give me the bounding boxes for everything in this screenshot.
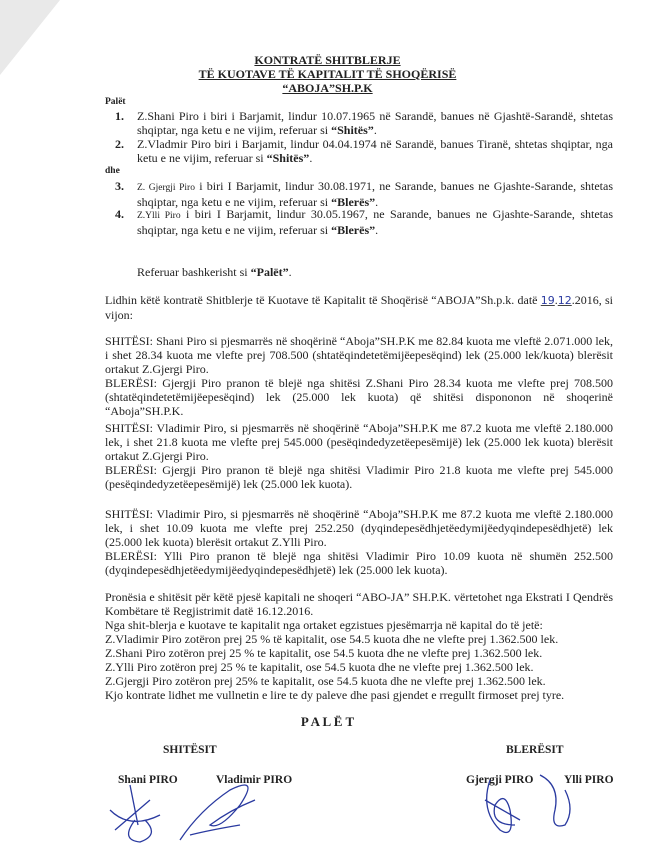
buyer-clause: BLERËSI: Ylli Piro pranon të blejë nga shitësi Vladimir Piro 10.09 kuota në shumën 252.500 (dyqindepesëdhjetëedymijëedyqindepesëdhjetë) lek (25.000 lek kuota). [105,549,613,577]
buyer-signatures [470,770,590,850]
party-role: “Shitës” [266,151,310,165]
party-name: Z.Shani Piro [137,109,199,123]
party-text: i biri I Barjamit, lindur 30.08.1971, ne Sarande, banues ne Gjashte-Sarande, shtetas shqiptar, nga ketu e ne vijim, referuar si [137,179,613,209]
buyers-label: BLERËSIT [506,744,564,756]
party-item [115,179,613,209]
party-text: i biri i Barjamit, lindur 10.07.1965 në Sarandë, banues në Gjashtë-Sarandë, shtetas shqiptar, nga ketu e ne vijim, referuar si [137,109,613,137]
party-text: i biri I Barjamit, lindur 30.05.1967, ne Sarande, banues ne Gjashte-Sarande, shtetas shqiptar, nga ketu e ne vijim, referuar si [137,207,614,237]
seller-signatures [90,770,270,850]
signature-ylli [540,775,570,826]
buyer-clause: BLERËSI: Gjergji Piro pranon të blejë nga shitësi Z.Shani Piro 28.34 kuota me vlefte prej 708.500 (shtatëqindetetëmijëepesëqind) lek (25.000 lek kuota) që shitësi dispononon në shoqerinë “Aboja”SH.P.K. [105,376,613,418]
party-item [115,109,613,137]
title-line: TË KUOTAVE TË KAPITALIT TË SHOQËRISË [198,67,457,81]
signatory-name: Shani PIRO [118,774,178,786]
title-line: “ABOJA”SH.P.K [282,81,373,95]
lidhin-text: Lidhin këtë kontratë Shitblerje të Kuotave të Kapitalit të Shoqërisë “ABOJA”Sh.p.k. datë [105,293,541,307]
closing-lines [105,618,613,702]
closing-line: Z.Shani Piro zotëron prej 25 % te kapitalit, ose 54.5 kuota dhe ne vlefte prej 1.362.500 lek. [105,646,543,660]
closing-line: Z.Gjergji Piro zotëron prej 25% te kapitalit, ose 54.5 kuota dhe ne vlefte prej 1.362.500 lek. [105,674,546,688]
party-item [115,207,613,237]
handwritten-day: 19 [540,294,555,307]
closing-line: Z.Ylli Piro zotëron prej 25 % te kapitalit, ose 54.5 kuota dhe ne vlefte prej 1.362.500 lek. [105,660,534,674]
party-name: Z.Ylli Piro [137,211,181,221]
signature-vladimir [180,785,255,840]
party-role: “Blerës” [331,195,376,209]
signatory-name: Gjergji PIRO [466,774,534,786]
closing-line: Nga shit-blerja e kuotave te kapitalit nga ortaket egzistues pjesëmarrja në kapital do të jetë: [105,618,543,632]
lidhin-text-end: .2016, si vijon: [105,293,613,322]
signatory-name: Vladimir PIRO [216,774,293,786]
referuar-text: Referuar bashkerisht si [137,265,251,279]
referuar-line [137,265,607,279]
lidhin-paragraph [105,293,613,322]
item-number: 4. [115,207,124,221]
and-label: dhe [105,166,120,176]
party-item [115,137,613,165]
signature-gjergji [485,780,520,833]
seller-clause: SHITËSI: Shani Piro si pjesmarrës në shoqërinë “Aboja”SH.P.K me 82.84 kuota me vleftë 2.071.000 lek, i shet 28.34 kuota me vlefte prej 708.500 (shtatëqindetetëmijëepesëqind) lek (25.000 lek/kuota) blerësit ortakut Z.Gjergi Piro. [105,334,613,376]
party-text: biri i Barjamit, lindur 04.04.1974 në Sarandë, banues Tiranë, shtetas shqiptar, nga ketu e ne vijim, referuar si [137,137,613,165]
party-role: “Shitës” [331,123,374,137]
seller-clause: SHITËSI: Vladimir Piro, si pjesmarrës në shoqërinë “Aboja”SH.P.K me 87.2 kuota me vleftë 2.180.000 lek, i shet 10.09 kuota me vlefte prej 252.250 (dyqindepesëdhjetëedymijëedyqindepesëdhjetë) lek (25.000 lek kuota) blerësit ortakut Z.Ylli Piro. [105,507,613,549]
title-line: KONTRATË SHITBLERJE [254,53,401,67]
handwritten-month: 12 [557,294,572,307]
punct: . [554,293,558,307]
party-name: Z.Vladmir Piro [137,137,211,151]
buyer-clause: BLERËSI: Gjergji Piro pranon të blejë nga shitësi Vladimir Piro 21.8 kuota me vlefte prej 545.000 (pesëqindedyzetëepesëmijë) lek (25.000 lek kuota). [105,463,613,491]
punct: . [375,223,379,237]
seller-clause: SHITËSI: Vladimir Piro, si pjesmarrës në shoqërinë “Aboja”SH.P.K me 87.2 kuota me vleftë 2.180.000 lek, i shet 21.8 kuota me vlefte prej 545.000 (pesëqindedyzetëepesëmijë) lek (25.000 lek kuota) blerësit ortakut Z.Gjergi Piro. [105,421,613,463]
punct: . [288,265,292,279]
closing-line: Kjo kontrate lidhet me vullnetin e lire te dy paleve dhe pasi gjendet e rregullt firmoset prej tyre. [105,688,565,702]
ownership-paragraph: Pronësia e shitësit për këtë pjesë kapitali ne shoqeri “ABO-JA” SH.P.K. vërtetohet nga Ekstrati I Qendrës Kombëtare të Regjistrimit datë 16.12.2016. [105,590,613,618]
sellers-label: SHITËSIT [163,744,217,756]
punct: . [375,195,379,209]
closing-line: Z.Vladimir Piro zotëron prej 25 % të kapitalit, ose 54.5 kuota dhe ne vlefte prej 1.362.500 lek. [105,632,559,646]
parties-label: Palët [105,97,126,107]
party-role: “Blerës” [331,223,376,237]
punct: . [373,123,377,137]
document-title [0,53,655,95]
signature-shani [110,785,160,842]
party-name: Z. Gjergji Piro [137,183,195,193]
punct: . [309,151,313,165]
item-number: 2. [115,137,124,151]
referuar-bold: “Palët” [250,265,289,279]
item-number: 3. [115,179,124,193]
parties-heading: P A L Ë T [300,714,355,729]
item-number: 1. [115,109,124,123]
signatory-name: Ylli PIRO [564,774,614,786]
